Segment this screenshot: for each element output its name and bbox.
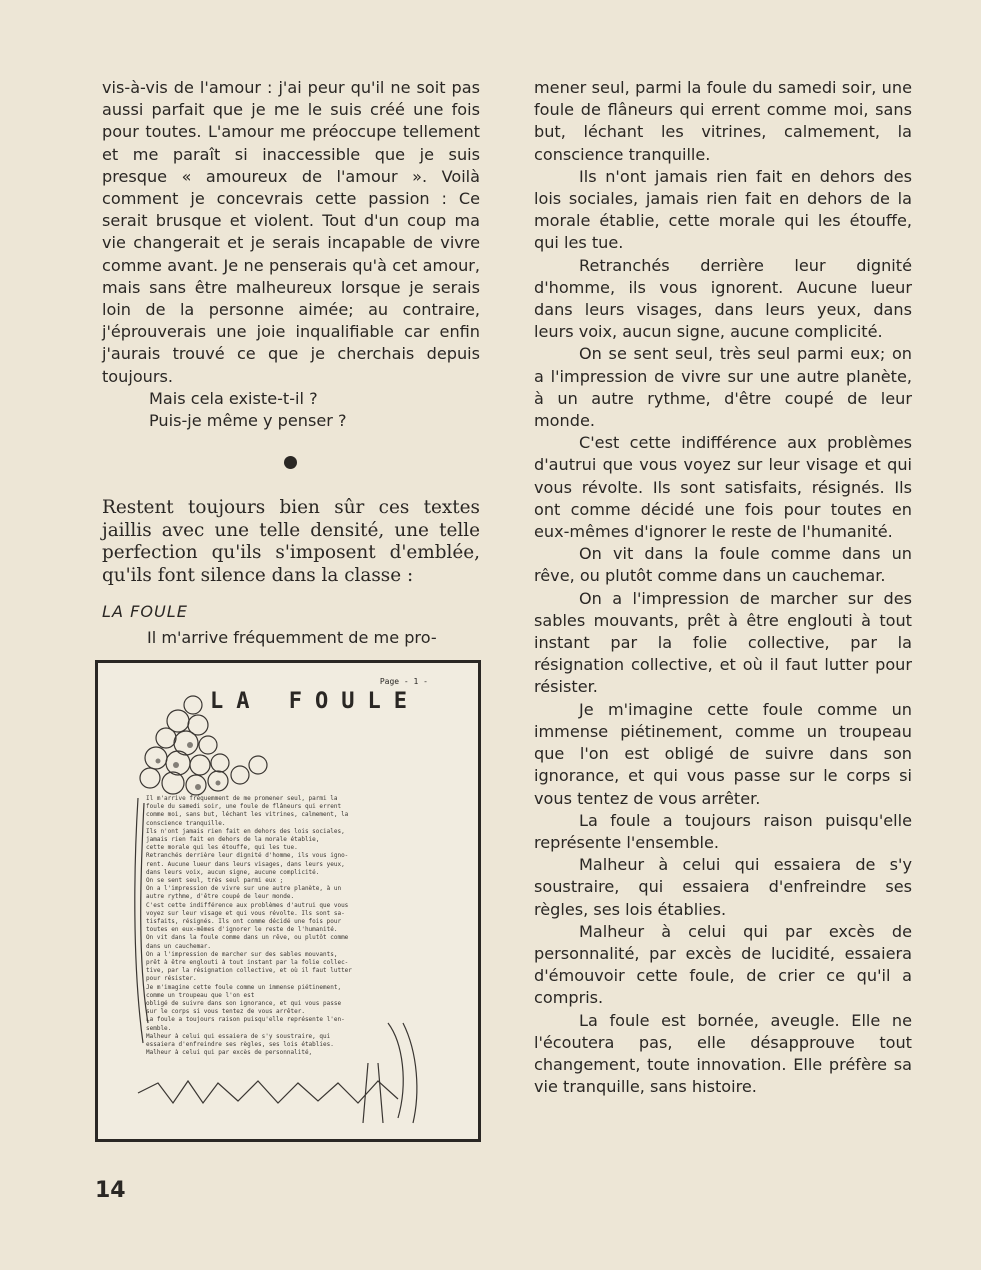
left-column — [102, 77, 480, 650]
typewritten-line: On vit dans la foule comme dans un rêve, ou plutôt comme — [146, 934, 349, 942]
typewritten-line: On a l'impression de marcher sur des sables mouvants, — [146, 950, 338, 958]
question-line: Puis-je même y penser ? — [149, 411, 347, 431]
figure-page-label: Page - 1 - — [379, 677, 428, 686]
paragraph: Retranchés derrière leur dignité d'homme, ils vous ignorent. Aucune lueur dans leurs visages, dans leurs yeux, dans leurs voix, aucun signe, aucune complicité. — [534, 255, 912, 342]
typewritten-line: autre rythme, d'être coupé de leur monde. — [146, 893, 295, 901]
typewritten-line: jamais rien fait en dehors de la morale établie, — [146, 836, 320, 844]
right-column — [534, 77, 912, 1098]
typewritten-line: foule du samedi soir, une foule de flâneurs qui errent — [146, 803, 342, 811]
typewritten-line: tisfaits, résignés. Ils ont comme décidé une fois pour — [146, 918, 342, 926]
section-intro: Il m'arrive fréquemment de me pro- — [147, 628, 437, 648]
typewritten-line: dans un cauchemar. — [146, 942, 212, 950]
typewritten-line: Malheur à celui qui essaiera de s'y soustraire, qui — [146, 1032, 331, 1040]
question-line: Mais cela existe-t-il ? — [149, 388, 318, 408]
paragraph: On se sent seul, très seul parmi eux; on a l'impression de vivre sur une autre planète, à un autre rythme, d'être coupé de leur monde. — [534, 344, 912, 431]
paragraph: vis-à-vis de l'amour : j'ai peur qu'il ne soit pas aussi parfait que je me le suis créé une fois pour toutes. L'amour me préoccupe tellement et me paraît si inaccessible que je suis presque « amoureux de l'amour ». Voilà comment je concevrais cette passion : Ce serait brusque et violent. Tout d'un coup ma vie changerait et je serais incapable de vivre comme avant. Je ne penserais qu'à cet amour, mais sans être malheureux lorsque je serais loin de la personne aimée; au contraire, j'éprouverais une joie inqualifiable car enfin j'aurais trouvé ce que je cherchais depuis toujours. — [102, 78, 480, 386]
paragraph: La foule est bornée, aveugle. Elle ne l'écoutera pas, elle désapprouve tout changement, toute innovation. Elle préfère sa vie tranquille, sans histoire. — [534, 1010, 912, 1097]
paragraph: On a l'impression de marcher sur des sables mouvants, prêt à être englouti à tout instant par la folie collective, par la résignation collective, et où il faut lutter pour résister. — [534, 588, 912, 697]
typewritten-line: cette morale qui les étouffe, qui les tue. — [146, 844, 298, 852]
typewritten-line: comme moi, sans but, léchant les vitrines, calmement, la — [146, 811, 349, 819]
serif-intro: Restent toujours bien sûr ces textes jaillis avec une telle densité, une telle perfection qu'ils s'imposent d'emblée, qu'ils font silence dans la classe : — [102, 497, 480, 586]
page-number: 14 — [95, 1178, 126, 1203]
typewritten-line: Je m'imagine cette foule comme un immense piétinement, — [146, 983, 342, 991]
typewritten-line: obligé de suivre dans son ignorance, et qui vous passe — [146, 1000, 342, 1008]
typewritten-line: Ils n'ont jamais rien fait en dehors des lois sociales, — [146, 827, 345, 835]
typewritten-facsimile — [95, 660, 481, 1142]
typewritten-line: conscience tranquille. — [146, 819, 226, 827]
typewritten-line: sur le corps si vous tentez de vous arrêter. — [146, 1008, 305, 1016]
paragraph: Malheur à celui qui par excès de personnalité, par excès de lucidité, essaiera d'émouvoir cette foule, de crier ce qu'il a compris. — [534, 921, 912, 1008]
typewritten-text — [146, 795, 426, 1058]
typewritten-line: toutes en eux-mêmes d'ignorer le reste de l'humanité. — [146, 926, 338, 934]
paragraph: C'est cette indifférence aux problèmes d'autrui que vous voyez sur leur visage et qui vous révolte. Ils sont satisfaits, résignés. Ils ont comme décidé une fois pour toutes en eux-mêmes d'ignorer le reste de l'humanité. — [534, 433, 912, 542]
typewritten-line: Retranchés derrière leur dignité d'homme, ils vous igno- — [146, 852, 349, 860]
typewritten-line: dans leurs voix, aucun signe, aucune complicité. — [146, 868, 320, 876]
paragraph: Je m'imagine cette foule comme un immense piétinement, comme un troupeau que l'on est obligé de suivre dans son ignorance, et qui vous passe sur le corps si vous tentez de vous arrêter. — [534, 699, 912, 808]
typewritten-line: prêt à être englouti à tout instant par la folie collec- — [146, 959, 349, 967]
typewritten-line: pour résister. — [146, 975, 197, 983]
typewritten-line: tive, par la résignation collective, et où il faut lutter — [146, 967, 352, 975]
typewritten-line: La foule a toujours raison puisqu'elle représente l'en- — [146, 1016, 345, 1024]
typewritten-line: comme un troupeau que l'on est — [146, 991, 255, 999]
typewritten-line: C'est cette indifférence aux problèmes d'autrui que vous — [146, 901, 349, 909]
typewritten-line: semble. — [146, 1024, 172, 1032]
typewritten-line: essaiera d'enfreindre ses règles, ses lois établies. — [146, 1041, 334, 1049]
typewritten-line: On se sent seul, très seul parmi eux ; — [146, 877, 284, 885]
paragraph: Malheur à celui qui essaiera de s'y soustraire, qui essaiera d'enfreindre ses règles, ses lois établies. — [534, 855, 912, 919]
bullet-separator — [284, 456, 297, 469]
typewritten-line: On a l'impression de vivre sur une autre planète, à un — [146, 885, 342, 893]
typewritten-line: Malheur à celui qui par excès de personnalité, — [146, 1049, 313, 1057]
paragraph: La foule a toujours raison puisqu'elle représente l'ensemble. — [534, 810, 912, 852]
paragraph: On vit dans la foule comme dans un rêve, ou plutôt comme dans un cauchemar. — [534, 544, 912, 586]
typewritten-line: Il m'arrive fréquemment de me promener seul, parmi la — [146, 795, 338, 802]
section-title: LA FOULE — [102, 602, 188, 622]
paragraph: mener seul, parmi la foule du samedi soir, une foule de flâneurs qui errent comme moi, sans but, léchant les vitrines, calmement, la conscience tranquille. — [534, 78, 912, 164]
typewritten-line: rent. Aucune lueur dans leurs visages, dans leurs yeux, — [146, 860, 345, 868]
typewritten-line: voyez sur leur visage et qui vous révolte. Ils sont sa- — [146, 909, 345, 917]
paragraph: Ils n'ont jamais rien fait en dehors des lois sociales, jamais rien fait en dehors de la morale établie, cette morale qui les étouffe, qui les tue. — [534, 166, 912, 253]
figure-title: LA FOULE — [210, 689, 420, 714]
